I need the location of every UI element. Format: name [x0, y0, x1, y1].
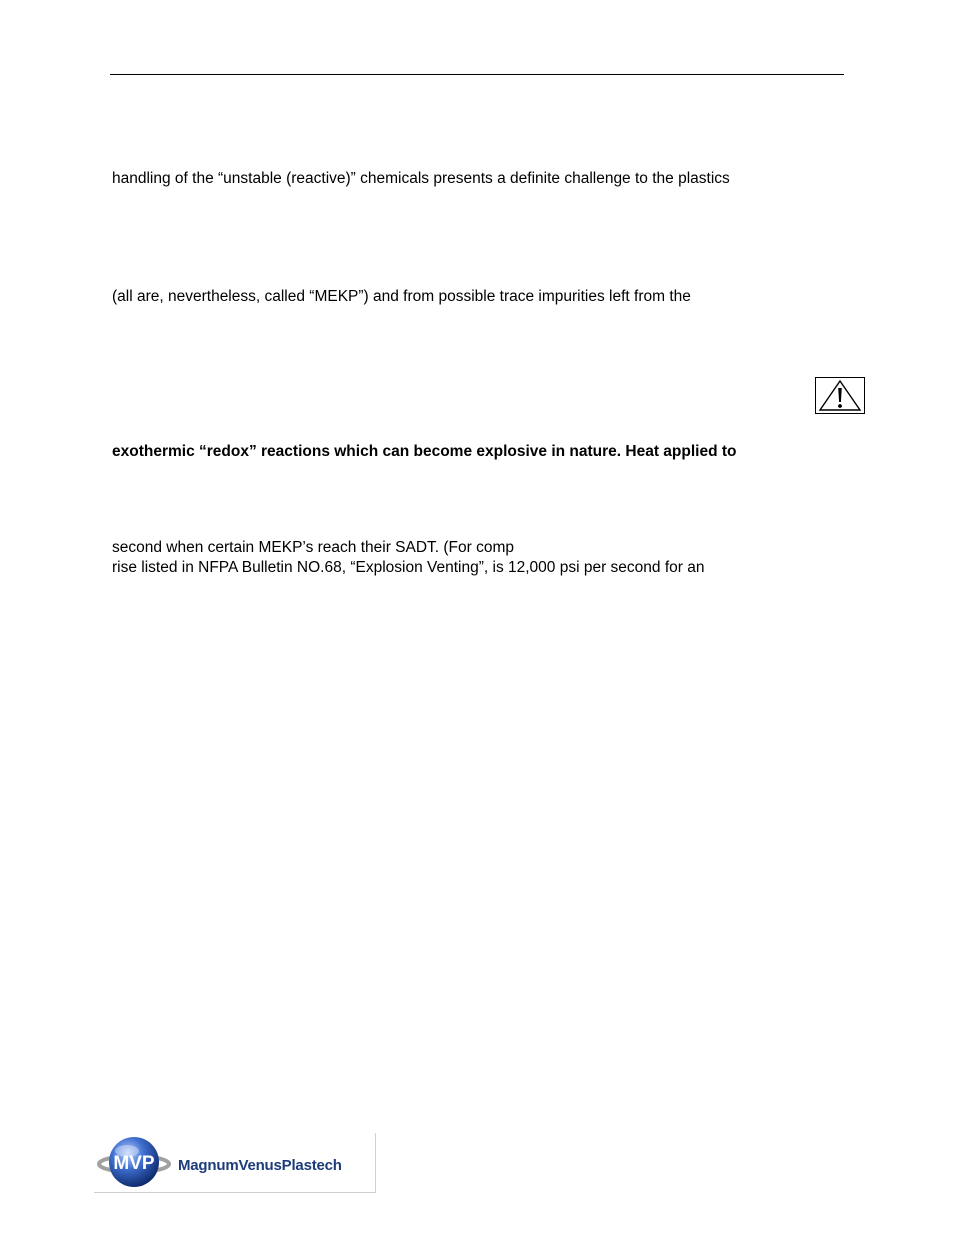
text-line-handling: handling of the “unstable (reactive)” chemicals presents a definite challenge to the plastics	[112, 170, 730, 187]
text-line-nfpa: rise listed in NFPA Bulletin NO.68, “Explosion Venting”, is 12,000 psi per second for an	[112, 559, 705, 576]
company-logo	[94, 1133, 376, 1193]
logo-letters: MVP	[113, 1153, 155, 1174]
globe-logo-icon	[94, 1133, 178, 1193]
text-line-mekp: (all are, nevertheless, called “MEKP”) and from possible trace impurities left from the	[112, 288, 691, 305]
logo-wordmark: MagnumVenusPlastech	[178, 1157, 342, 1174]
text-line-sadt: second when certain MEKP’s reach their SADT. (For comp	[112, 539, 515, 556]
header-rule	[110, 74, 844, 75]
warning-triangle-icon	[815, 377, 865, 414]
text-line-exothermic: exothermic “redox” reactions which can become explosive in nature. Heat applied to	[112, 443, 737, 460]
